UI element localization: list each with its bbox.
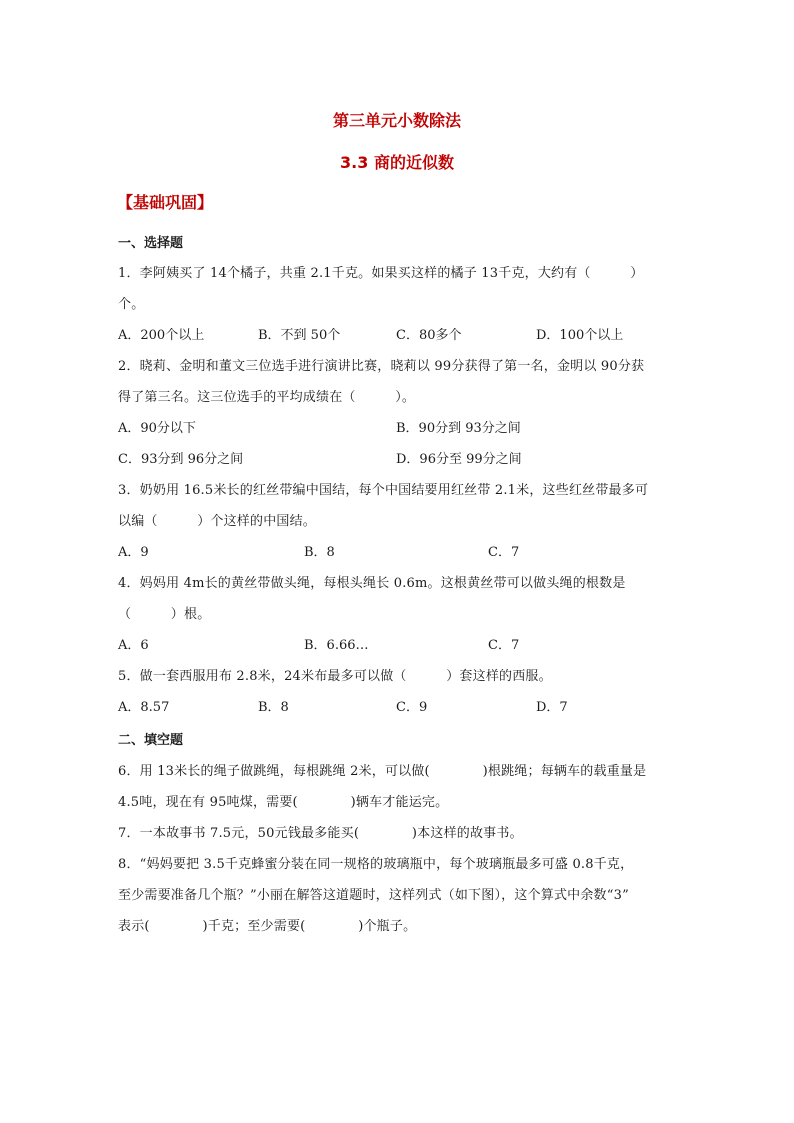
q4-line2: （ ）根。: [118, 607, 211, 622]
q2-option-a: A．90分以下: [118, 421, 196, 436]
q1-option-a: A．200个以上: [118, 328, 205, 343]
q1-option-c: C．80多个: [396, 328, 462, 343]
q3-line1: 3．奶奶用 16.5米长的红丝带编中国结，每个中国结要用红丝带 2.1米，这些红丝带最多可: [118, 483, 649, 498]
q2-line2: 得了第三名。这三位选手的平均成绩在（ ）。: [118, 390, 416, 405]
q8-line1: 8．“妈妈要把 3.5千克蜂蜜分装在同一规格的玻璃瓶中，每个玻璃瓶最多可盛 0.8千克，: [118, 857, 634, 872]
q2-option-c: C．93分到 96分之间: [118, 452, 244, 467]
q7-line1: 7．一本故事书 7.5元，50元钱最多能买( )本这样的故事书。: [118, 826, 523, 841]
q1-line1: 1．李阿姨买了 14个橘子，共重 2.1千克。如果买这样的橘子 13千克，大约有（ ）: [118, 266, 644, 281]
q3-option-c: C．7: [488, 545, 520, 560]
q6-line1: 6．用 13米长的绳子做跳绳，每根跳绳 2米，可以做( )根跳绳；每辆车的载重量是: [118, 764, 647, 779]
q5-option-d: D．7: [536, 700, 568, 715]
q4-line1: 4．妈妈用 4m长的黄丝带做头绳，每根头绳长 0.6m。这根黄丝带可以做头绳的根数是: [118, 576, 626, 591]
q1-line2: 个。: [118, 297, 145, 312]
q5-line1: 5．做一套西服用布 2.8米，24米布最多可以做（ ）套这样的西服。: [118, 669, 552, 684]
q3-option-b: B．8: [304, 545, 335, 560]
section-heading: 【基础巩固】: [117, 193, 214, 212]
q4-option-a: A．6: [118, 638, 149, 653]
part-heading-fill-blank: 二、填空题: [118, 733, 184, 748]
q1-option-d: D．100个以上: [536, 328, 624, 343]
q1-option-b: B．不到 50个: [258, 328, 341, 343]
q3-line2: 以编（ ）个这样的中国结。: [118, 514, 317, 529]
q3-option-a: A．9: [118, 545, 149, 560]
q6-line2: 4.5吨，现在有 95吨煤，需要( )辆车才能运完。: [118, 795, 449, 810]
q5-option-b: B．8: [258, 700, 289, 715]
q8-line2: 至少需要准备几个瓶？”小丽在解答这道题时，这样列式（如下图），这个算式中余数“3”: [118, 888, 629, 903]
q5-option-c: C．9: [396, 700, 428, 715]
q4-option-c: C．7: [488, 638, 520, 653]
q2-line1: 2．晓莉、金明和董文三位选手进行演讲比赛，晓莉以 99分获得了第一名，金明以 90分获: [118, 359, 645, 374]
q8-line3: 表示( )千克；至少需要( )个瓶子。: [118, 919, 417, 934]
q5-option-a: A．8.57: [118, 700, 170, 715]
q2-option-b: B．90分到 93分之间: [396, 421, 521, 436]
q4-option-b: B．6.66…: [304, 638, 369, 653]
q2-option-d: D．96分至 99分之间: [396, 452, 522, 467]
document-title: 第三单元小数除法: [332, 111, 461, 130]
part-heading-choice: 一、选择题: [118, 236, 184, 251]
document-subtitle: 3.3 商的近似数: [340, 153, 454, 172]
